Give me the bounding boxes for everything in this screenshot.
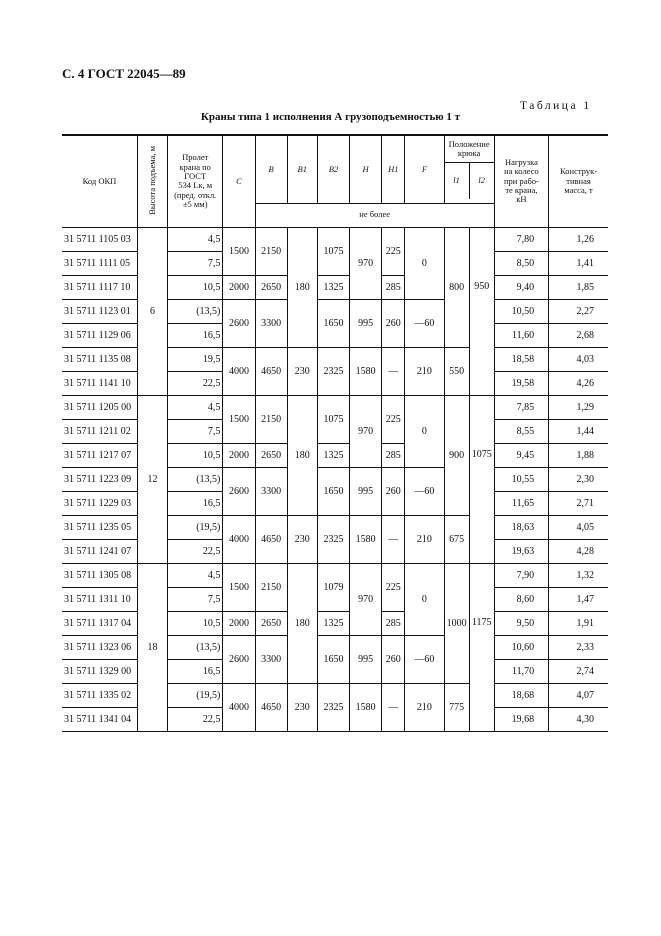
cell-load: 8,55 — [494, 419, 548, 443]
cell-c: 1500 — [223, 563, 255, 611]
cell-h1: — — [382, 515, 405, 563]
cell-b2: 2325 — [317, 683, 349, 731]
cell-load: 8,50 — [494, 251, 548, 275]
cell-code: 31 5711 1141 10 — [62, 371, 137, 395]
cell-b2: 1325 — [317, 443, 349, 467]
cell-l1: 1000 — [444, 563, 469, 683]
cell-load: 11,70 — [494, 659, 548, 683]
header-code: Код ОКП — [62, 135, 137, 227]
cell-l1: 775 — [444, 683, 469, 731]
cell-load: 18,63 — [494, 515, 548, 539]
cell-mass: 2,74 — [549, 659, 608, 683]
cell-span: (13,5) — [168, 299, 223, 323]
cell-b2: 1075 — [317, 395, 349, 443]
cell-load: 18,68 — [494, 683, 548, 707]
cell-mass: 1,47 — [549, 587, 608, 611]
cell-load: 10,55 — [494, 467, 548, 491]
cell-load: 18,58 — [494, 347, 548, 371]
header-f: F — [405, 135, 444, 203]
header-hook — [444, 135, 494, 203]
cell-code: 31 5711 1205 00 — [62, 395, 137, 419]
cell-span: 10,5 — [168, 275, 223, 299]
cell-b: 2650 — [255, 443, 287, 467]
cell-b2: 1650 — [317, 635, 349, 683]
cell-load: 10,60 — [494, 635, 548, 659]
header-h1: H1 — [382, 135, 405, 203]
cell-b2: 1650 — [317, 299, 349, 347]
cell-mass: 1,85 — [549, 275, 608, 299]
cell-f: 210 — [405, 683, 444, 731]
cell-c: 4000 — [223, 683, 255, 731]
cell-f: 0 — [405, 395, 444, 467]
cell-b: 4650 — [255, 515, 287, 563]
cell-h: 970 — [350, 395, 382, 467]
cell-h: 970 — [350, 563, 382, 635]
table-caption: Краны типа 1 исполнения А грузоподъемностью 1 т — [200, 111, 461, 123]
cell-f: —60 — [405, 467, 444, 515]
cell-mass: 4,28 — [549, 539, 608, 563]
cell-code: 31 5711 1217 07 — [62, 443, 137, 467]
cell-code: 31 5711 1129 06 — [62, 323, 137, 347]
cell-code: 31 5711 1241 07 — [62, 539, 137, 563]
cell-h1: 225 — [382, 395, 405, 443]
header-hook-line-1: Положение — [448, 139, 490, 149]
cell-mass: 4,03 — [549, 347, 608, 371]
cell-h: 970 — [350, 227, 382, 299]
header-b2: B2 — [317, 135, 349, 203]
cell-h1: 260 — [382, 467, 405, 515]
cell-b: 2150 — [255, 563, 287, 611]
cell-b1: 230 — [287, 515, 317, 563]
cell-mass: 1,88 — [549, 443, 608, 467]
cell-code: 31 5711 1235 05 — [62, 515, 137, 539]
cell-b: 3300 — [255, 635, 287, 683]
cell-code: 31 5711 1317 04 — [62, 611, 137, 635]
cell-code: 31 5711 1311 10 — [62, 587, 137, 611]
cell-code: 31 5711 1341 04 — [62, 707, 137, 731]
header-mass-line-3: масса, т — [564, 184, 593, 195]
header-span — [168, 135, 223, 227]
header-load-line-1: Нагрузка — [504, 156, 538, 167]
cell-mass: 2,27 — [549, 299, 608, 323]
page-header: С. 4 ГОСТ 22045—89 — [62, 66, 186, 81]
cell-b2: 2325 — [317, 515, 349, 563]
cell-mass: 1,29 — [549, 395, 608, 419]
table-row — [62, 395, 608, 419]
cell-code: 31 5711 1117 10 — [62, 275, 137, 299]
header-load — [494, 135, 548, 227]
cell-span: 4,5 — [168, 227, 223, 251]
cell-b: 2150 — [255, 395, 287, 443]
cell-c: 2000 — [223, 443, 255, 467]
cell-b2: 2325 — [317, 347, 349, 395]
cell-span: (19,5) — [168, 515, 223, 539]
header-b1: B1 — [287, 135, 317, 203]
cell-f: 0 — [405, 227, 444, 299]
cell-span: 22,5 — [168, 539, 223, 563]
cell-code: 31 5711 1229 03 — [62, 491, 137, 515]
cell-code: 31 5711 1335 02 — [62, 683, 137, 707]
header-span-line-5: (пред. откл. — [174, 189, 217, 200]
cell-code: 31 5711 1111 05 — [62, 251, 137, 275]
cell-span: 4,5 — [168, 395, 223, 419]
cell-code: 31 5711 1135 08 — [62, 347, 137, 371]
cell-b2: 1650 — [317, 467, 349, 515]
cell-b1: 180 — [287, 395, 317, 515]
cell-height: 18 — [137, 563, 167, 731]
cell-b: 2650 — [255, 275, 287, 299]
header-span-line-3: ГОСТ — [184, 170, 207, 181]
cell-span: (13,5) — [168, 467, 223, 491]
cell-b2: 1325 — [317, 275, 349, 299]
cell-b1: 180 — [287, 227, 317, 347]
cell-height: 6 — [137, 227, 167, 395]
cell-b2: 1325 — [317, 611, 349, 635]
cell-code: 31 5711 1123 01 — [62, 299, 137, 323]
cell-l1: 675 — [444, 515, 469, 563]
cell-span: 16,5 — [168, 659, 223, 683]
cell-h1: — — [382, 683, 405, 731]
table-number: Таблица 1 — [520, 100, 592, 112]
cell-load: 7,80 — [494, 227, 548, 251]
cell-l1: 800 — [444, 227, 469, 347]
cell-span: 22,5 — [168, 707, 223, 731]
header-height-text: Высота подъема, м — [146, 145, 157, 215]
cell-b1: 230 — [287, 683, 317, 731]
cranes-table — [62, 134, 608, 732]
cell-b2: 1079 — [317, 563, 349, 611]
cell-c: 2000 — [223, 275, 255, 299]
cell-l2: 1075 — [469, 443, 494, 563]
cell-b2: 1075 — [317, 227, 349, 275]
table-row — [62, 227, 608, 251]
cell-l1: 550 — [444, 347, 469, 395]
cell-load: 9,40 — [494, 275, 548, 299]
cell-h1: 225 — [382, 227, 405, 275]
table-row — [62, 563, 608, 587]
cell-mass: 4,26 — [549, 371, 608, 395]
cell-load: 19,58 — [494, 371, 548, 395]
cell-span: 16,5 — [168, 323, 223, 347]
cell-b: 2150 — [255, 227, 287, 275]
cell-mass: 4,07 — [549, 683, 608, 707]
cell-span: 7,5 — [168, 251, 223, 275]
cell-mass: 2,33 — [549, 635, 608, 659]
header-load-line-3: при рабо- — [503, 175, 539, 186]
cell-mass: 1,32 — [549, 563, 608, 587]
cell-b: 2650 — [255, 611, 287, 635]
cell-load: 19,68 — [494, 707, 548, 731]
cell-mass: 2,30 — [549, 467, 608, 491]
cell-span: 22,5 — [168, 371, 223, 395]
cell-height: 12 — [137, 395, 167, 563]
cell-l2-top — [469, 395, 494, 443]
header-span-line-2: крана по — [179, 161, 211, 172]
cell-c: 4000 — [223, 347, 255, 395]
cell-h1: 260 — [382, 299, 405, 347]
cell-mass: 2,71 — [549, 491, 608, 515]
cell-f: 210 — [405, 515, 444, 563]
cell-c: 2600 — [223, 467, 255, 515]
cell-c: 4000 — [223, 515, 255, 563]
cell-l2-top — [469, 563, 494, 611]
cell-h1: — — [382, 347, 405, 395]
cell-load: 19,63 — [494, 539, 548, 563]
cell-h1: 225 — [382, 563, 405, 611]
cell-l2: 950 — [469, 275, 494, 395]
cell-h: 995 — [350, 635, 382, 683]
cell-f: 0 — [405, 563, 444, 635]
cell-b: 3300 — [255, 299, 287, 347]
cell-load: 9,50 — [494, 611, 548, 635]
cell-span: (19,5) — [168, 683, 223, 707]
cell-h: 995 — [350, 299, 382, 347]
cell-load: 9,45 — [494, 443, 548, 467]
header-mass-line-1: Конструк- — [560, 166, 598, 177]
cell-f: 210 — [405, 347, 444, 395]
header-c: C — [223, 135, 255, 227]
header-height — [137, 135, 167, 227]
header-span-line-4: 534 Lк, м — [178, 180, 213, 191]
cell-code: 31 5711 1329 00 — [62, 659, 137, 683]
cell-span: 10,5 — [168, 443, 223, 467]
cell-mass: 1,41 — [549, 251, 608, 275]
header-hook-line-2: крюка — [457, 148, 481, 159]
cell-load: 11,60 — [494, 323, 548, 347]
cell-mass: 1,26 — [549, 227, 608, 251]
cell-load: 7,90 — [494, 563, 548, 587]
cell-b1: 180 — [287, 563, 317, 683]
cell-mass: 2,68 — [549, 323, 608, 347]
cell-code: 31 5711 1323 06 — [62, 635, 137, 659]
header-h: H — [350, 135, 382, 203]
cell-mass: 1,91 — [549, 611, 608, 635]
cell-code: 31 5711 1305 08 — [62, 563, 137, 587]
cell-c: 2000 — [223, 611, 255, 635]
cell-h: 995 — [350, 467, 382, 515]
cell-span: 19,5 — [168, 347, 223, 371]
cell-load: 11,65 — [494, 491, 548, 515]
header-mass — [549, 135, 608, 227]
cell-h1: 260 — [382, 635, 405, 683]
cell-load: 10,50 — [494, 299, 548, 323]
header-load-line-4: те крана, — [505, 184, 538, 195]
header-span-line-6: ±5 мм) — [182, 198, 208, 209]
cell-mass: 1,44 — [549, 419, 608, 443]
cell-l2: 1175 — [469, 611, 494, 731]
cell-span: 4,5 — [168, 563, 223, 587]
cell-h: 1580 — [350, 515, 382, 563]
cell-c: 2600 — [223, 635, 255, 683]
cell-code: 31 5711 1211 02 — [62, 419, 137, 443]
header-mass-line-2: тивная — [566, 175, 591, 186]
cell-h: 1580 — [350, 683, 382, 731]
cell-span: (13,5) — [168, 635, 223, 659]
header-load-line-5: кН — [516, 194, 527, 205]
cell-span: 7,5 — [168, 587, 223, 611]
cell-h1: 285 — [382, 275, 405, 299]
cell-mass: 4,05 — [549, 515, 608, 539]
cell-span: 16,5 — [168, 491, 223, 515]
header-not-more: не более — [255, 203, 494, 227]
cell-code: 31 5711 1223 09 — [62, 467, 137, 491]
cell-b: 3300 — [255, 467, 287, 515]
cell-h1: 285 — [382, 443, 405, 467]
cell-h: 1580 — [350, 347, 382, 395]
cell-l1: 900 — [444, 395, 469, 515]
header-l2: l2 — [478, 175, 486, 186]
cell-b: 4650 — [255, 347, 287, 395]
cell-mass: 4,30 — [549, 707, 608, 731]
cell-code: 31 5711 1105 03 — [62, 227, 137, 251]
cell-c: 1500 — [223, 395, 255, 443]
cell-c: 1500 — [223, 227, 255, 275]
cell-f: —60 — [405, 635, 444, 683]
cell-l2-top — [469, 227, 494, 275]
cell-span: 10,5 — [168, 611, 223, 635]
cell-span: 7,5 — [168, 419, 223, 443]
cell-b: 4650 — [255, 683, 287, 731]
header-b: B — [255, 135, 287, 203]
cell-f: —60 — [405, 299, 444, 347]
cell-b1: 230 — [287, 347, 317, 395]
cell-load: 7,85 — [494, 395, 548, 419]
cell-load: 8,60 — [494, 587, 548, 611]
header-l1: l1 — [445, 163, 470, 199]
header-span-line-1: Пролет — [182, 152, 209, 163]
cell-h1: 285 — [382, 611, 405, 635]
header-load-line-2: на колесо — [504, 166, 539, 177]
cell-c: 2600 — [223, 299, 255, 347]
